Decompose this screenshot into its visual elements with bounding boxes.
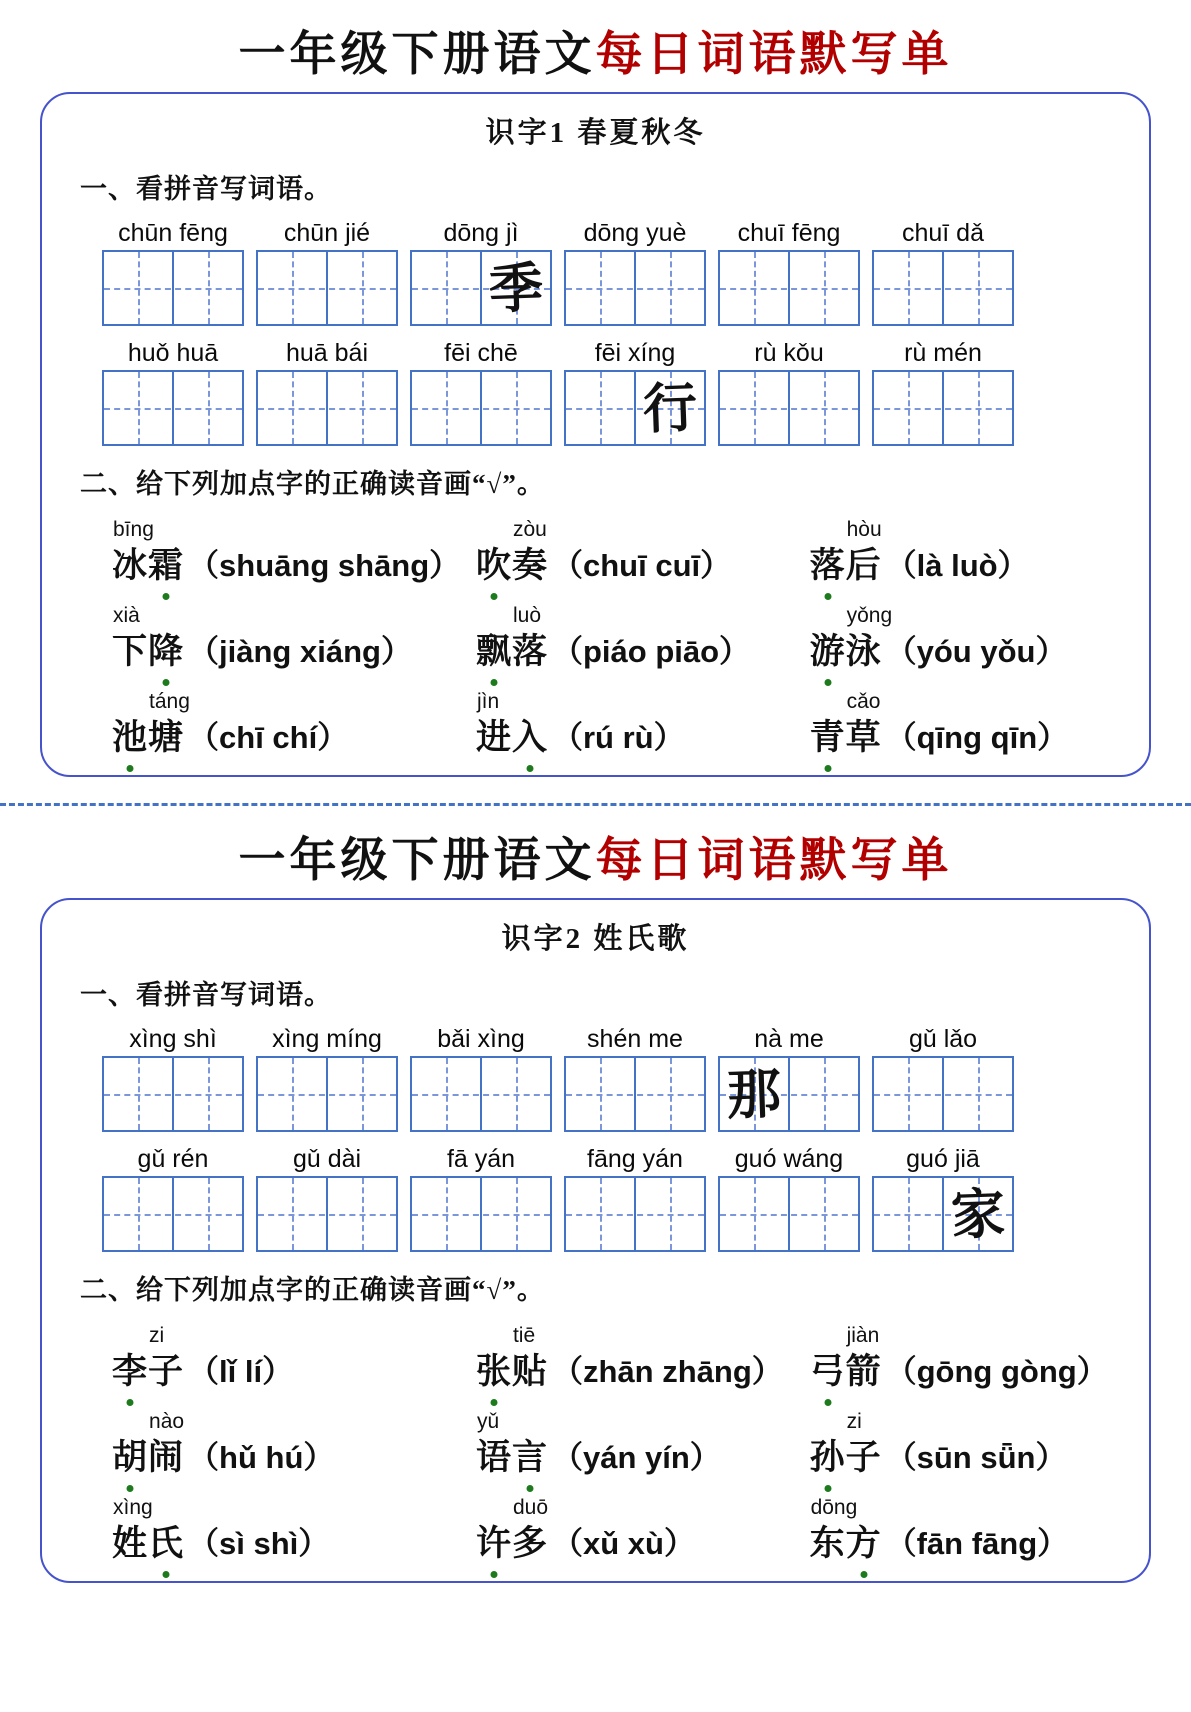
writing-cell[interactable]: [874, 252, 942, 324]
pronunciation-options[interactable]: （yóu yǒu）: [885, 634, 1067, 670]
choice-word: [809, 604, 893, 673]
dictation-grid: [718, 370, 860, 446]
writing-cell[interactable]: [480, 1058, 550, 1130]
pinyin-annotation: tiē: [512, 1324, 536, 1348]
writing-cell[interactable]: [412, 1178, 480, 1250]
pinyin-label: dōng yuè: [583, 219, 687, 248]
pronunciation-options[interactable]: （sūn sǖn）: [885, 1440, 1067, 1476]
choice-char: 奏 zòu: [511, 518, 548, 586]
choice-char: 飘: [476, 631, 512, 673]
pinyin-label: rù kǒu: [754, 339, 824, 368]
emphasis-dot: [490, 679, 497, 686]
writing-cell[interactable]: [566, 1058, 634, 1130]
choice-char: 胡: [112, 1437, 148, 1479]
choice-char: 塘 táng: [148, 690, 190, 758]
dictation-word: [256, 338, 398, 446]
pinyin-label: fā yán: [446, 1145, 516, 1174]
pinyin-label: chūn jié: [283, 219, 371, 248]
choice-char: 霜: [148, 545, 184, 587]
pronunciation-options[interactable]: （qīng qīn）: [885, 720, 1069, 756]
choice-word: [112, 1324, 185, 1393]
dictation-row: [102, 1144, 1123, 1252]
choice-char: 言: [512, 1437, 548, 1479]
writing-cell[interactable]: [480, 372, 550, 444]
choice-char: 氏: [148, 1523, 184, 1565]
writing-cell[interactable]: [634, 1058, 704, 1130]
dictation-grid: [718, 1056, 860, 1132]
choice-word: [475, 1496, 549, 1565]
dictation-word: [102, 338, 244, 446]
pinyin-label: guó jiā: [906, 1145, 980, 1174]
choice-char: 落: [810, 545, 846, 587]
writing-cell[interactable]: [258, 1058, 326, 1130]
choice-item: [112, 1324, 476, 1393]
dictation-word: [410, 1144, 552, 1252]
pronunciation-options[interactable]: （fān fāng）: [885, 1526, 1069, 1562]
writing-cell[interactable]: [412, 252, 480, 324]
pinyin-annotation: zòu: [512, 518, 547, 542]
writing-cell[interactable]: [566, 372, 634, 444]
pinyin-label: rù mén: [904, 339, 982, 368]
choice-row: [112, 687, 1123, 759]
writing-cell[interactable]: [104, 1178, 172, 1250]
choice-item: [809, 518, 1123, 587]
pronunciation-options[interactable]: （yán yín）: [551, 1440, 721, 1476]
dictation-word: [718, 338, 860, 446]
dictation-row: [102, 1024, 1123, 1132]
handwritten-char: 季: [487, 255, 545, 321]
emphasis-dot: [824, 679, 831, 686]
writing-cell[interactable]: [788, 252, 858, 324]
dictation-word: [718, 1024, 860, 1132]
dictation-word: [872, 1144, 1014, 1252]
choice-row: [112, 1407, 1123, 1479]
dictation-area: [102, 218, 1123, 446]
writing-cell[interactable]: [258, 1178, 326, 1250]
emphasis-dot: [163, 679, 170, 686]
choice-word: [475, 1410, 548, 1479]
choice-item: [809, 604, 1123, 673]
writing-cell[interactable]: [172, 372, 242, 444]
choice-item: [475, 1496, 810, 1565]
choice-char: 降: [148, 631, 184, 673]
choice-char: 落 luò: [511, 604, 548, 672]
page-title: [0, 28, 1191, 82]
choice-word: [809, 1410, 882, 1479]
writing-cell[interactable]: [874, 1178, 942, 1250]
choice-char: 进 jìn: [475, 690, 512, 758]
pinyin-label: gǔ rén: [137, 1145, 209, 1174]
dictation-word: [410, 1024, 552, 1132]
choice-char: 池: [112, 717, 148, 759]
writing-cell[interactable]: [412, 1058, 480, 1130]
emphasis-dot: [127, 765, 134, 772]
writing-cell[interactable]: [788, 372, 858, 444]
emphasis-dot: [127, 1485, 134, 1492]
handwritten-char: 家: [949, 1181, 1007, 1248]
writing-cell[interactable]: [566, 1178, 634, 1250]
choice-char: 张: [476, 1351, 512, 1393]
pronunciation-options[interactable]: （chuī cuī）: [551, 548, 732, 584]
pronunciation-options[interactable]: （lǐ lí）: [188, 1354, 294, 1390]
dictation-grid: [872, 250, 1014, 326]
part2-label: 二、给下列加点字的正确读音画“√”。: [80, 1275, 545, 1306]
pronunciation-options[interactable]: （sì shì）: [188, 1526, 330, 1562]
emphasis-dot: [163, 593, 170, 600]
dictation-grid: [256, 370, 398, 446]
choice-row: [112, 515, 1123, 587]
writing-cell[interactable]: [172, 1058, 242, 1130]
dictation-word: [718, 218, 860, 326]
pinyin-label: gǔ lǎo: [908, 1025, 978, 1054]
writing-cell[interactable]: [942, 1058, 1012, 1130]
choice-item: [475, 690, 810, 759]
choice-char: 弓: [810, 1351, 846, 1393]
emphasis-dot: [860, 1571, 867, 1578]
emphasis-dot: [824, 1399, 831, 1406]
choice-word: [475, 604, 548, 673]
pinyin-label: fāng yán: [587, 1145, 683, 1174]
writing-cell[interactable]: [172, 252, 242, 324]
dictation-word: [410, 218, 552, 326]
choice-word: [809, 690, 882, 759]
choice-char: 下 xià: [112, 604, 149, 672]
writing-cell[interactable]: [258, 372, 326, 444]
choice-char: 青: [810, 717, 846, 759]
dictation-grid: [256, 1176, 398, 1252]
pinyin-label: xìng shì: [129, 1025, 217, 1054]
pinyin-label: chuī fēng: [737, 219, 841, 248]
choice-char: 游: [810, 631, 846, 673]
dictation-word: [872, 218, 1014, 326]
choice-word: [809, 1324, 882, 1393]
page-title-red: 每日词语默写单: [595, 835, 953, 888]
handwritten-char: 行: [641, 375, 699, 441]
pinyin-label: chūn fēng: [118, 219, 228, 248]
choice-char: 箭 jiàn: [845, 1324, 882, 1392]
page-title-black: 一年级下册语文: [238, 29, 596, 81]
pinyin-label: chuī dǎ: [901, 219, 984, 248]
choice-row: [112, 1493, 1123, 1565]
choice-word: [475, 518, 548, 587]
choice-char: 多 duō: [511, 1496, 549, 1564]
pinyin-label: gǔ dài: [292, 1145, 362, 1174]
writing-cell[interactable]: [720, 1178, 788, 1250]
choice-char: 闹 nào: [148, 1410, 185, 1478]
choice-word: [112, 1496, 185, 1565]
dictation-grid: [102, 1056, 244, 1132]
page-title-black: 一年级下册语文: [238, 835, 596, 888]
emphasis-dot: [490, 593, 497, 600]
choice-char: 冰 bīng: [112, 518, 154, 586]
pronunciation-options[interactable]: （zhān zhāng）: [551, 1354, 783, 1390]
lesson-title: 识字1 春夏秋冬: [485, 117, 706, 150]
choice-char: 子 zi: [845, 1410, 882, 1478]
pronunciation-options[interactable]: （shuāng shāng）: [188, 548, 461, 584]
dictation-grid: [564, 1176, 706, 1252]
dictation-word: [102, 218, 244, 326]
writing-cell[interactable]: [942, 252, 1012, 324]
choice-word: [809, 518, 882, 587]
part1-label: 一、看拼音写词语。: [80, 174, 332, 205]
pronunciation-options[interactable]: （gōng gòng）: [885, 1354, 1108, 1390]
dictation-word: [102, 1024, 244, 1132]
writing-cell[interactable]: [326, 372, 396, 444]
choice-item: [809, 1410, 1123, 1479]
choice-word: [112, 690, 190, 759]
page-title-red: 每日词语默写单: [595, 29, 953, 81]
writing-cell[interactable]: [326, 1178, 396, 1250]
dictation-grid: [102, 250, 244, 326]
pinyin-label: nà me: [754, 1025, 824, 1054]
emphasis-dot: [127, 1399, 134, 1406]
pinyin-annotation: yǔ: [476, 1410, 500, 1434]
emphasis-dot: [490, 1571, 497, 1578]
writing-cell[interactable]: [942, 372, 1012, 444]
pronunciation-options[interactable]: （jiàng xiáng）: [188, 634, 412, 670]
part1-label: 一、看拼音写词语。: [80, 980, 332, 1011]
writing-cell[interactable]: [874, 1058, 942, 1130]
writing-cell[interactable]: [788, 1178, 858, 1250]
dictation-grid: [872, 370, 1014, 446]
pinyin-label: huǒ huā: [127, 339, 219, 368]
writing-cell[interactable]: [104, 1058, 172, 1130]
choice-area: [112, 1321, 1123, 1565]
choice-char: 吹: [476, 545, 512, 587]
writing-cell[interactable]: [788, 1058, 858, 1130]
choice-word: [112, 604, 185, 673]
dictation-word: [256, 1024, 398, 1132]
choice-word: [112, 518, 185, 587]
dictation-word: [718, 1144, 860, 1252]
pinyin-annotation: luò: [512, 604, 541, 628]
choice-item: [475, 518, 810, 587]
pronunciation-options[interactable]: （là luò）: [885, 548, 1029, 584]
pinyin-annotation: xià: [113, 604, 140, 628]
pronunciation-options[interactable]: （chī chí）: [188, 720, 349, 756]
lesson-title: 识字2 姓氏歌: [501, 923, 690, 956]
pinyin-annotation: zi: [149, 1324, 165, 1348]
choice-item: [112, 1496, 476, 1565]
choice-item: [112, 604, 476, 673]
writing-cell[interactable]: [480, 1178, 550, 1250]
dictation-word: [564, 1024, 706, 1132]
dictation-grid: [410, 250, 552, 326]
emphasis-dot: [163, 1571, 170, 1578]
dictation-word: [410, 338, 552, 446]
choice-item: [112, 518, 476, 587]
pinyin-annotation: táng: [149, 690, 190, 714]
writing-cell[interactable]: [634, 372, 704, 444]
writing-cell[interactable]: [412, 372, 480, 444]
dictation-grid: [256, 1056, 398, 1132]
writing-cell[interactable]: [258, 252, 326, 324]
emphasis-dot: [824, 1485, 831, 1492]
pinyin-annotation: cǎo: [846, 690, 881, 714]
emphasis-dot: [824, 765, 831, 772]
choice-word: [112, 1410, 185, 1479]
dictation-grid: [718, 1176, 860, 1252]
choice-char: 后 hòu: [845, 518, 882, 586]
pronunciation-options[interactable]: （piáo piāo）: [551, 634, 751, 670]
writing-cell[interactable]: [172, 1178, 242, 1250]
section-divider: [0, 803, 1191, 806]
writing-cell[interactable]: [720, 1058, 788, 1130]
choice-word: [809, 1496, 882, 1565]
choice-char: 东 dōng: [809, 1496, 858, 1564]
pinyin-label: xìng míng: [272, 1025, 382, 1054]
part2-label: 二、给下列加点字的正确读音画“√”。: [80, 469, 545, 500]
pinyin-annotation: duō: [512, 1496, 549, 1520]
writing-cell[interactable]: [566, 252, 634, 324]
pinyin-label: fēi chē: [444, 339, 518, 368]
writing-cell[interactable]: [326, 252, 396, 324]
writing-cell[interactable]: [104, 372, 172, 444]
emphasis-dot: [526, 1485, 533, 1492]
dictation-word: [102, 1144, 244, 1252]
pinyin-annotation: hòu: [846, 518, 882, 542]
choice-char: 孙: [810, 1437, 846, 1479]
writing-cell[interactable]: [634, 1178, 704, 1250]
writing-cell[interactable]: [104, 252, 172, 324]
writing-cell[interactable]: [720, 372, 788, 444]
emphasis-dot: [490, 1399, 497, 1406]
dictation-row: [102, 218, 1123, 326]
dictation-word: [256, 218, 398, 326]
dictation-word: [872, 338, 1014, 446]
handwritten-char: 那: [725, 1061, 783, 1128]
dictation-grid: [410, 1176, 552, 1252]
choice-char: 子 zi: [148, 1324, 185, 1392]
dictation-grid: [872, 1176, 1014, 1252]
dictation-grid: [564, 370, 706, 446]
pinyin-annotation: bīng: [113, 518, 154, 542]
choice-item: [112, 1410, 476, 1479]
writing-cell[interactable]: [874, 372, 942, 444]
choice-row: [112, 601, 1123, 673]
pinyin-annotation: jiàn: [846, 1324, 880, 1348]
pronunciation-options[interactable]: （rú rù）: [551, 720, 685, 756]
choice-char: 泳 yǒng: [845, 604, 893, 672]
pinyin-annotation: yǒng: [846, 604, 893, 628]
pronunciation-options[interactable]: （xǔ xù）: [551, 1526, 695, 1562]
choice-char: 贴 tiē: [511, 1324, 548, 1392]
dictation-word: [564, 218, 706, 326]
choice-row: [112, 1321, 1123, 1393]
choice-item: [475, 1324, 810, 1393]
page-title-2: [0, 834, 1191, 888]
pinyin-annotation: jìn: [476, 690, 500, 714]
choice-char: 入: [512, 717, 548, 759]
pinyin-label: bǎi xìng: [437, 1025, 525, 1054]
pinyin-label: fēi xíng: [594, 339, 676, 368]
pronunciation-options[interactable]: （hǔ hú）: [188, 1440, 335, 1476]
writing-cell[interactable]: [634, 252, 704, 324]
choice-char: 姓 xìng: [112, 1496, 153, 1564]
dictation-grid: [102, 1176, 244, 1252]
choice-item: [809, 1496, 1123, 1565]
dictation-word: [256, 1144, 398, 1252]
dictation-word: [564, 338, 706, 446]
choice-area: [112, 515, 1123, 759]
writing-cell[interactable]: [480, 252, 550, 324]
dictation-grid: [102, 370, 244, 446]
dictation-row: [102, 338, 1123, 446]
dictation-grid: [564, 1056, 706, 1132]
choice-char: 方: [846, 1523, 882, 1565]
dictation-grid: [410, 370, 552, 446]
choice-item: [809, 690, 1123, 759]
dictation-area: [102, 1024, 1123, 1252]
writing-cell[interactable]: [720, 252, 788, 324]
choice-item: [475, 1410, 810, 1479]
dictation-grid: [256, 250, 398, 326]
choice-word: [475, 690, 548, 759]
pinyin-annotation: zi: [846, 1410, 862, 1434]
choice-char: 许: [476, 1523, 512, 1565]
choice-item: [475, 604, 810, 673]
choice-item: [809, 1324, 1123, 1393]
pinyin-annotation: dōng: [810, 1496, 858, 1520]
pinyin-label: huā bái: [285, 339, 369, 368]
pinyin-label: shén me: [587, 1025, 683, 1054]
pinyin-annotation: xìng: [113, 1496, 153, 1520]
dictation-word: [872, 1024, 1014, 1132]
pinyin-label: dōng jì: [443, 219, 519, 248]
choice-item: [112, 690, 476, 759]
dictation-grid: [410, 1056, 552, 1132]
choice-char: 李: [112, 1351, 148, 1393]
choice-char: 草 cǎo: [845, 690, 882, 758]
worksheet-box-2: [40, 898, 1151, 1583]
choice-char: 语 yǔ: [475, 1410, 512, 1478]
worksheet-box-1: [40, 92, 1151, 777]
writing-cell[interactable]: [326, 1058, 396, 1130]
choice-word: [475, 1324, 548, 1393]
dictation-grid: [718, 250, 860, 326]
pinyin-label: guó wáng: [734, 1145, 844, 1174]
dictation-grid: [872, 1056, 1014, 1132]
pinyin-annotation: nào: [149, 1410, 185, 1434]
writing-cell[interactable]: [942, 1178, 1012, 1250]
dictation-grid: [564, 250, 706, 326]
emphasis-dot: [526, 765, 533, 772]
dictation-word: [564, 1144, 706, 1252]
emphasis-dot: [824, 593, 831, 600]
